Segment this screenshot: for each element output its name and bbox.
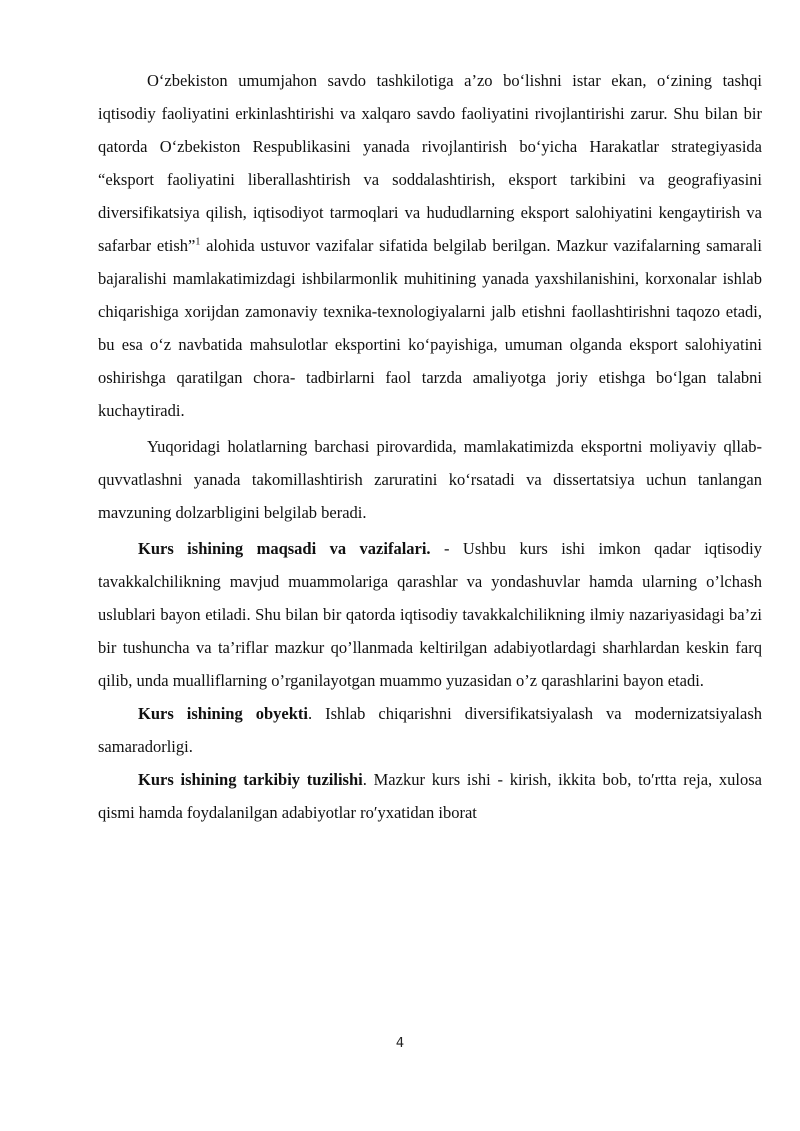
paragraph-text: . Ishlab chiqarishni diversifikatsiyalash va modernizatsiyalash samaradorligi. xyxy=(98,704,762,756)
footnote-reference[interactable]: 1 xyxy=(195,236,201,248)
paragraph-object xyxy=(98,697,762,763)
paragraph-text: O‘zbekiston umumjahon savdo tashkilotiga a’zo bo‘lishni istar ekan, o‘zining tashqi iqtisodiy faoliyatini erkinlashtirishi va xalqaro savdo faoliyatini rivojlantirishi zarur. Shu bilan bir qatorda O‘zbekiston Respublikasini yanada rivojlantirish bo‘yicha Harakatlar strategiyasida “eksport faoliyatini liberallashtirish va soddalashtirish, eksport tarkibini va geografiyasini diversifikatsiya qilish, iqtisodiyot tarmoqlari va hududlarning eksport salohiyatini kengaytirish va safarbar etish” xyxy=(98,71,762,255)
paragraph-relevance xyxy=(98,430,762,529)
paragraph-structure xyxy=(98,763,762,829)
paragraph-text: alohida ustuvor vazifalar sifatida belgilab berilgan. Mazkur vazifalarning samarali bajaralishi mamlakatimizdagi ishbilarmonlik muhitining yanada yaxshilanishini, korxonalar ishlab chiqarishiga xorijdan zamonaviy texnika-texnologiyalarni jalb etishni faollashtirishni taqozo etadi, bu esa o‘z navbatida mahsulotlar eksportini ko‘payishiga, umuman olganda eksport salohiyatini oshirishga qaratilgan chora- tadbirlarni faol tarzda amaliyotga joriy etishga bo‘lgan talabni kuchaytiradi. xyxy=(98,236,762,420)
section-heading-goals: Kurs ishining maqsadi va vazifalari. xyxy=(138,539,431,558)
section-heading-object: Kurs ishining obyekti xyxy=(138,704,308,723)
paragraph-goals xyxy=(98,532,762,697)
page-number: 4 xyxy=(395,1036,405,1051)
document-body xyxy=(98,64,762,829)
paragraph-wto-export xyxy=(98,64,762,427)
paragraph-text: . Mazkur kurs ishi - kirish, ikkita bob, to′rtta reja, xulosa qismi hamda foydalanilgan adabiyotlar ro′yxatidan iborat xyxy=(98,770,762,822)
section-heading-structure: Kurs ishining tarkibiy tuzilishi xyxy=(138,770,363,789)
paragraph-text: - Ushbu kurs ishi imkon qadar iqtisodiy tavakkalchilikning mavjud muammolariga qarashlar va yondashuvlar hamda ularning o’lchash uslublari bayon etiladi. Shu bilan bir qatorda iqtisodiy tavakkalchilikning ilmiy nazariyasidagi ba’zi bir tushuncha va ta’riflar mazkur qo’llanmada keltirilgan adabiyotlardagi sharhlardan keskin farq qilib, unda mualliflarning o’rganilayotgan muammo yuzasidan o’z qarashlarini bayon etadi. xyxy=(98,539,762,690)
paragraph-text: Yuqoridagi holatlarning barchasi pirovardida, mamlakatimizda eksportni moliyaviy qllab-quvvatlashni yanada takomillashtirish zaruratini ko‘rsatadi va dissertatsiya uchun tanlangan mavzuning dolzarbligini belgilab beradi. xyxy=(98,437,762,522)
